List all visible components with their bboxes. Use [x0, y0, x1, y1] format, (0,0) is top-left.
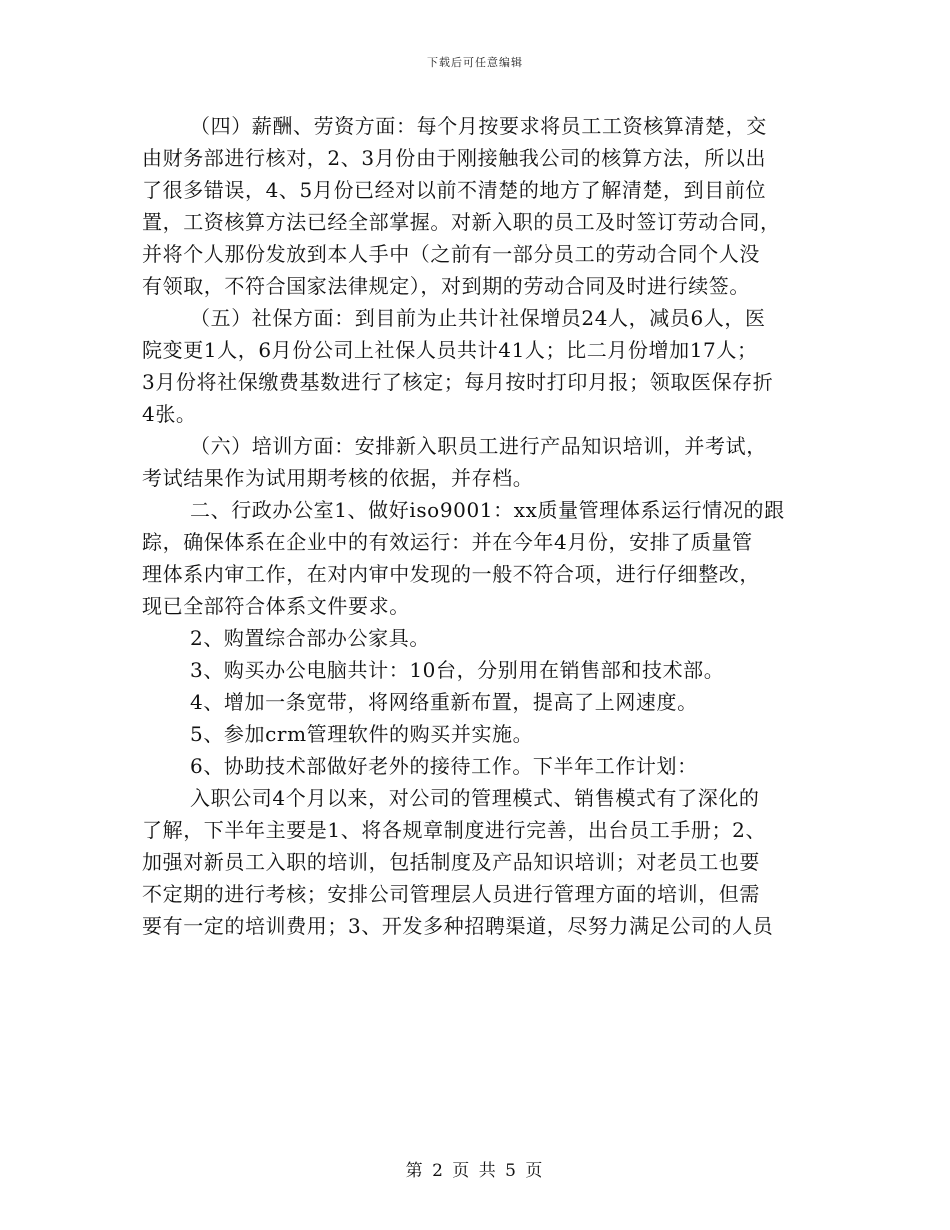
- body-text-line: 3月份将社保缴费基数进行了核定；每月按时打印月报；领取医保存折: [142, 370, 774, 394]
- page-header: 下载后可任意编辑: [427, 56, 523, 69]
- body-text-line: 并将个人那份发放到本人手中（之前有一部分员工的劳动合同个人没: [142, 242, 760, 266]
- body-text-line: 现已全部符合体系文件要求。: [142, 594, 410, 618]
- body-text-line: 理体系内审工作，在对内审中发现的一般不符合项，进行仔细整改，: [142, 562, 760, 586]
- body-text-line: 5、参加crm管理软件的购买并实施。: [190, 722, 534, 746]
- body-text-line: （四）薪酬、劳资方面：每个月按要求将员工工资核算清楚，交: [190, 114, 767, 138]
- body-text-line: （六）培训方面：安排新入职员工进行产品知识培训，并考试，: [190, 434, 767, 458]
- body-text-line: 院变更1人，6月份公司上社保人员共计41人；比二月份增加17人；: [142, 338, 758, 362]
- body-text-line: 由财务部进行核对，2、3月份由于刚接触我公司的核算方法，所以出: [142, 146, 767, 170]
- body-text-line: 考试结果作为试用期考核的依据，并存档。: [142, 466, 534, 490]
- body-text-line: 4张。: [142, 402, 197, 426]
- body-text-line: 了很多错误，4、5月份已经对以前不清楚的地方了解清楚，到目前位: [142, 178, 767, 202]
- body-text-line: 入职公司4个月以来，对公司的管理模式、销售模式有了深化的: [190, 786, 760, 810]
- body-text-line: 踪，确保体系在企业中的有效运行：并在今年4月份，安排了质量管: [142, 530, 753, 554]
- body-text-line: 二、行政办公室1、做好iso9001：xx质量管理体系运行情况的跟: [190, 498, 785, 522]
- page-footer: 第 2 页 共 5 页: [405, 1161, 545, 1181]
- body-text-line: 有领取，不符合国家法律规定），对到期的劳动合同及时进行续签。: [142, 274, 750, 298]
- body-text-line: 要有一定的培训费用；3、开发多种招聘渠道，尽努力满足公司的人员: [142, 914, 774, 938]
- body-text-line: 置，工资核算方法已经全部掌握。对新入职的员工及时签订劳动合同，: [142, 210, 781, 234]
- body-text-line: 2、购置综合部办公家具。: [190, 626, 430, 650]
- body-text-line: 了解，下半年主要是1、将各规章制度进行完善，出台员工手册；2、: [142, 818, 767, 842]
- body-text-line: 6、协助技术部做好老外的接待工作。下半年工作计划：: [190, 754, 698, 778]
- body-text-line: 4、增加一条宽带，将网络重新布置，提高了上网速度。: [190, 690, 698, 714]
- document-body: [142, 110, 810, 942]
- body-text-line: 加强对新员工入职的培训，包括制度及产品知识培训；对老员工也要: [142, 850, 760, 874]
- body-text-line: （五）社保方面：到目前为止共计社保增员24人，减员6人，医: [190, 306, 766, 330]
- body-text-line: 不定期的进行考核；安排公司管理层人员进行管理方面的培训，但需: [142, 882, 760, 906]
- body-text-line: 3、购买办公电脑共计：10台，分别用在销售部和技术部。: [190, 658, 725, 682]
